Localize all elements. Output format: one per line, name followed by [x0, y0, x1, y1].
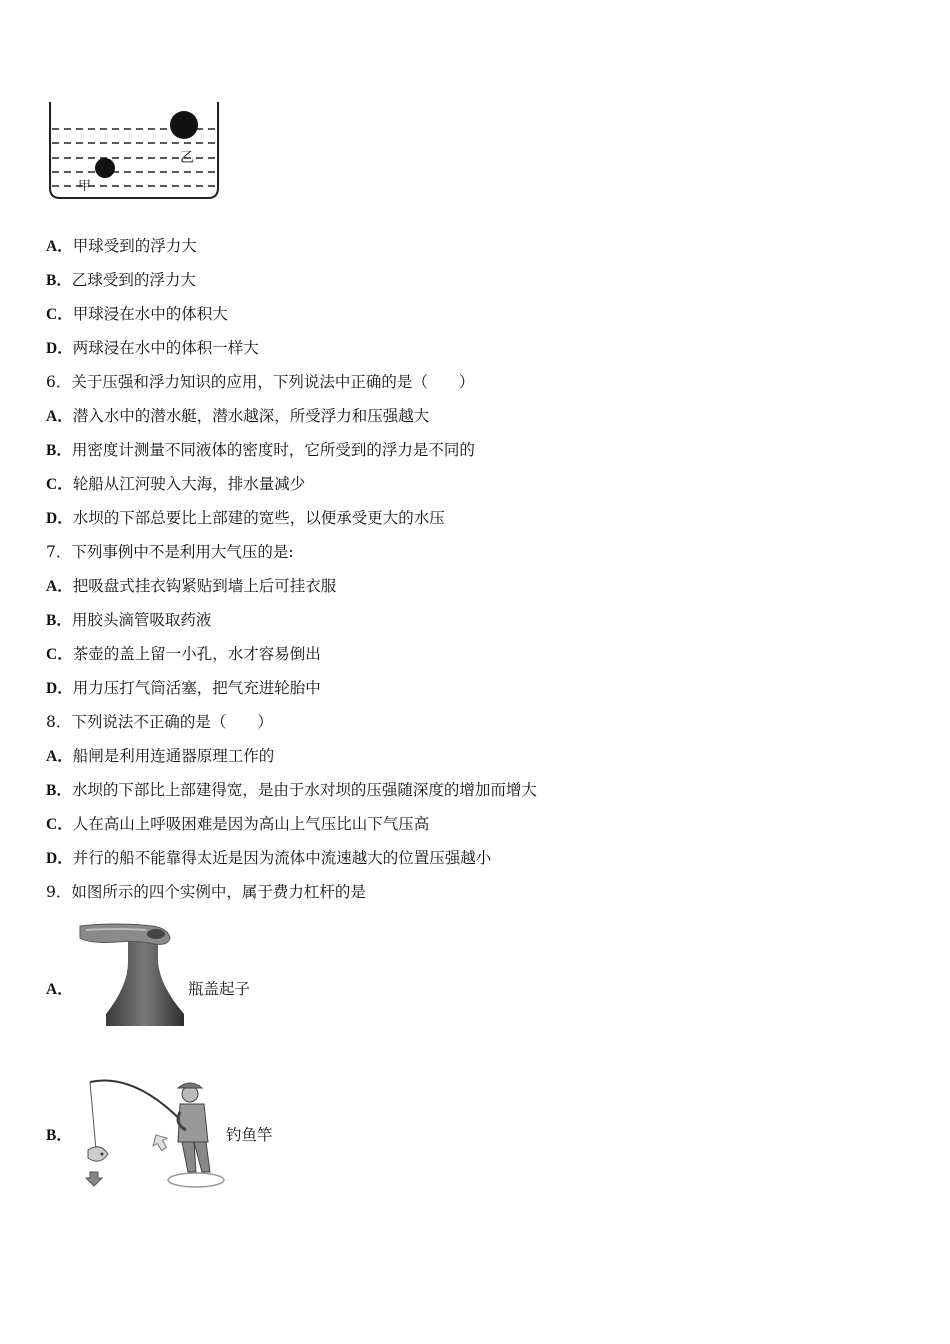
q9-option-b-caption: 钓鱼竿 — [226, 1126, 273, 1144]
q6-option-d: D．水坝的下部总要比上部建的宽些，以便承受更大的水压 — [46, 509, 445, 527]
q8-stem: 8．下列说法不正确的是（ ） — [46, 713, 273, 731]
q9-stem: 9．如图所示的四个实例中，属于费力杠杆的是 — [46, 883, 366, 901]
two-balls-in-water-figure — [44, 100, 224, 204]
q7-option-b: B．用胶头滴管吸取药液 — [46, 611, 212, 629]
fishing-rod-image — [78, 1072, 226, 1192]
label-jia: 甲 — [78, 179, 92, 194]
fishing-rod — [90, 1081, 190, 1130]
q8-option-b: B．水坝的下部比上部建得宽，是由于水对坝的压强随深度的增加而增大 — [46, 781, 537, 799]
q6-option-c: C．轮船从江河驶入大海，排水量减少 — [46, 475, 306, 493]
q8-option-d: D．并行的船不能靠得太近是因为流体中流速越大的位置压强越小 — [46, 849, 492, 867]
up-arrow — [149, 1131, 171, 1153]
ball-jia — [95, 158, 115, 178]
fisherman — [168, 1083, 224, 1187]
ball-yi — [170, 111, 198, 139]
q5-option-b: B．乙球受到的浮力大 — [46, 271, 196, 289]
q8-option-c: C．人在高山上呼吸困难是因为高山上气压比山下气压高 — [46, 815, 430, 833]
q9-option-b-letter: B． — [46, 1127, 72, 1144]
label-yi: 乙 — [180, 150, 194, 166]
q7-option-d: D．用力压打气筒活塞，把气充进轮胎中 — [46, 679, 321, 697]
q7-option-a: A．把吸盘式挂衣钩紧贴到墙上后可挂衣服 — [46, 577, 337, 595]
fishing-line — [90, 1082, 96, 1150]
q9-option-a-caption: 瓶盖起子 — [188, 980, 251, 998]
q5-option-d: D．两球浸在水中的体积一样大 — [46, 339, 259, 357]
q7-stem: 7．下列事例中不是利用大气压的是: — [46, 543, 294, 561]
q7-option-c: C．茶壶的盖上留一小孔，水才容易倒出 — [46, 645, 321, 663]
q6-option-b: B．用密度计测量不同液体的密度时，它所受到的浮力是不同的 — [46, 441, 475, 459]
q9-option-a-letter: A． — [46, 981, 73, 998]
q5-option-c: C．甲球浸在水中的体积大 — [46, 305, 228, 323]
q5-option-a: A．甲球受到的浮力大 — [46, 237, 197, 255]
q8-option-a: A．船闸是利用连通器原理工作的 — [46, 747, 275, 765]
q6-stem: 6．关于压强和浮力知识的应用，下列说法中正确的是（ ） — [46, 373, 475, 391]
fish — [88, 1147, 108, 1161]
down-arrow — [86, 1172, 102, 1186]
bottle-shape — [106, 938, 184, 1026]
bottle-opener-image — [76, 916, 188, 1028]
q6-option-a: A．潜入水中的潜水艇，潜水越深，所受浮力和压强越大 — [46, 407, 430, 425]
